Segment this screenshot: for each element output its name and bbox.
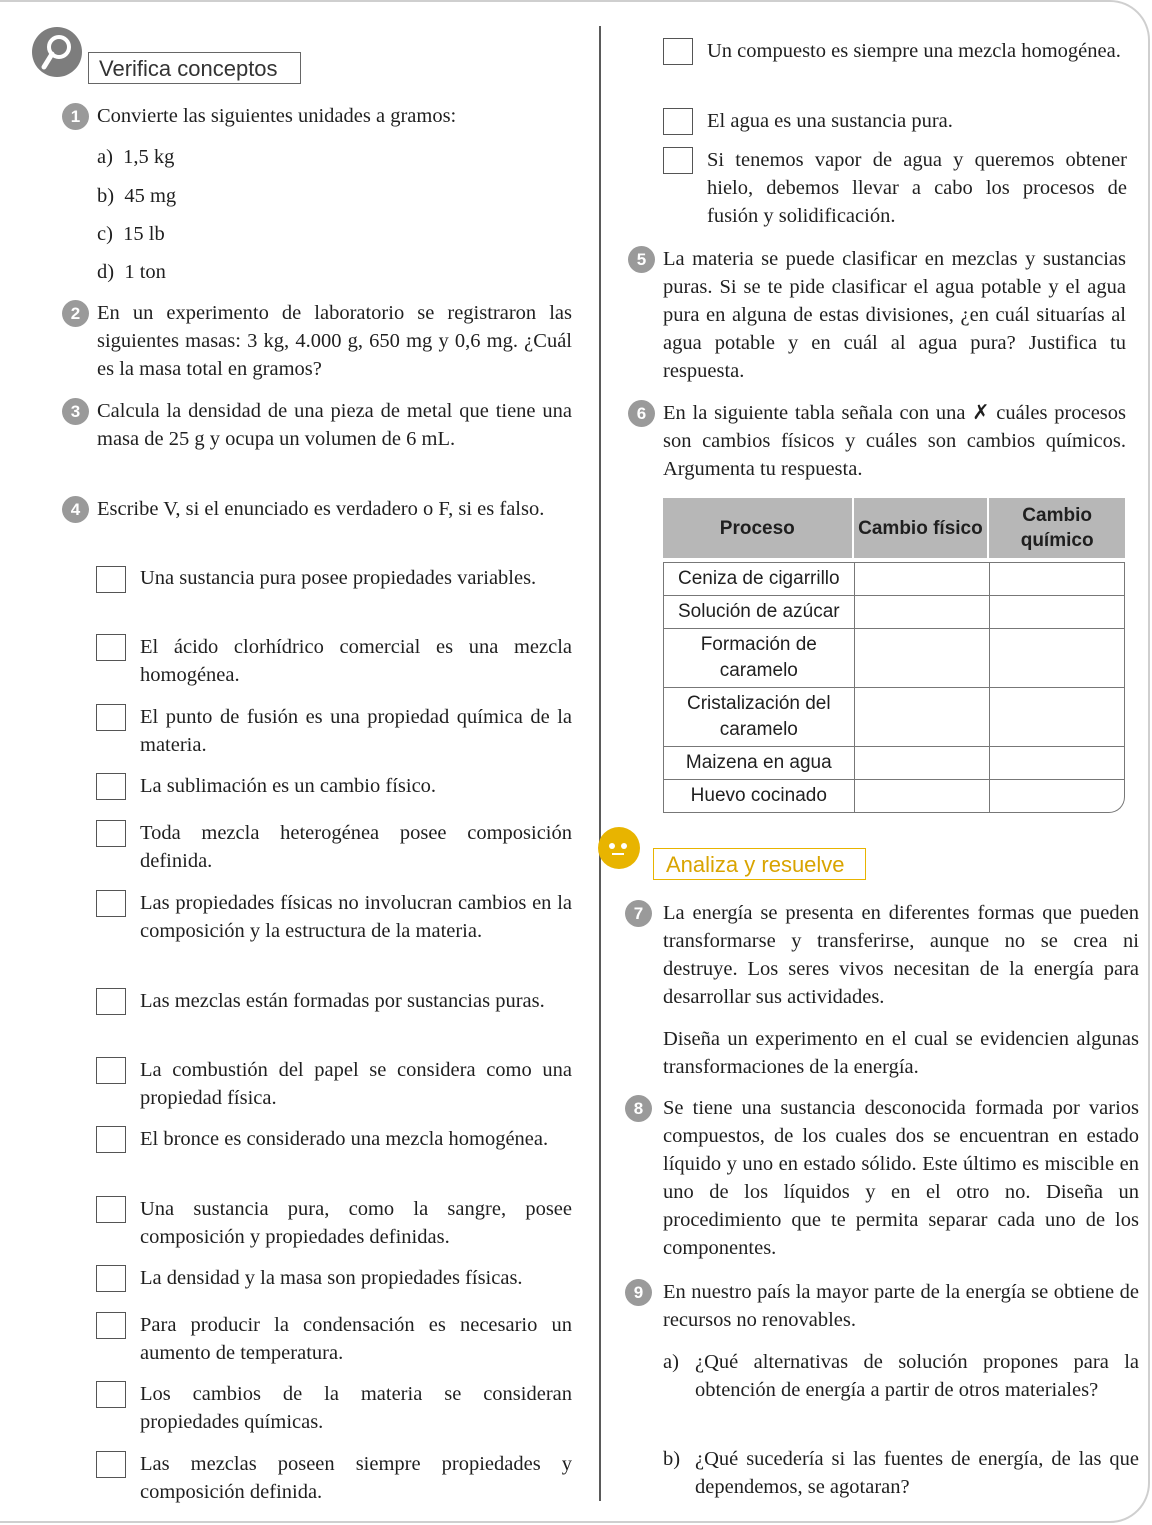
process-name: Maizena en agua	[663, 747, 854, 780]
cell-fisico[interactable]	[854, 688, 990, 747]
process-name: Solución de azúcar	[663, 596, 854, 629]
cell-quimico[interactable]	[989, 629, 1125, 688]
table-row	[663, 688, 1125, 747]
table-row	[663, 562, 1125, 596]
answer-box-11[interactable]	[96, 1265, 126, 1292]
cell-quimico[interactable]	[989, 562, 1125, 596]
answer-box-7[interactable]	[96, 988, 126, 1015]
table-header-proceso: Proceso	[663, 498, 854, 558]
table-row	[663, 747, 1125, 780]
table-row	[663, 596, 1125, 629]
q1-item-b: b) 45 mg	[97, 185, 177, 207]
statement-4: La sublimación es un cambio físico.	[140, 775, 437, 797]
answer-box-3[interactable]	[96, 704, 126, 731]
answer-box-2[interactable]	[96, 634, 126, 661]
statement-16: El agua es una sustancia pura.	[707, 110, 953, 132]
statement-10: Una sustancia pura, como la sangre, posee composición y propiedades definidas.	[140, 1198, 572, 1248]
question-number-7: 7	[625, 900, 652, 927]
question-9-b: ¿Qué sucedería si las fuentes de energía, de las que dependemos, se agotaran?	[695, 1448, 1139, 1498]
q1-item-d: d) 1 ton	[97, 261, 166, 283]
process-name: Cristalización del caramelo	[663, 688, 854, 747]
magnifier-icon	[32, 27, 82, 77]
cell-quimico[interactable]	[989, 780, 1125, 813]
question-number-1: 1	[62, 103, 89, 130]
table-header-cambio-quimico: Cambio químico	[989, 498, 1125, 558]
question-number-9: 9	[625, 1279, 652, 1306]
statement-2: El ácido clorhídrico comercial es una mezcla homogénea.	[140, 636, 572, 686]
question-2-text: En un experimento de laboratorio se registraron las siguientes masas: 3 kg, 4.000 g, 650 mg y 0,6 mg. ¿Cuál es la masa total en gramos?	[97, 302, 572, 380]
statement-14: Las mezclas poseen siempre propiedades y composición definida.	[140, 1453, 572, 1503]
q9-label-b: b)	[663, 1448, 681, 1470]
section-title-analiza: Analiza y resuelve	[653, 848, 866, 880]
answer-box-10[interactable]	[96, 1196, 126, 1223]
q1-item-a: a) 1,5 kg	[97, 146, 175, 168]
question-7-text: La energía se presenta en diferentes formas que pueden transformarse y transferirse, aunque no se crea ni destruye. Los seres vivos necesitan de la energía para desarrollar sus actividades.	[663, 902, 1139, 1008]
cell-fisico[interactable]	[854, 747, 990, 780]
statement-11: La densidad y la masa son propiedades físicas.	[140, 1267, 523, 1289]
cell-quimico[interactable]	[989, 688, 1125, 747]
cell-fisico[interactable]	[854, 629, 990, 688]
statement-6: Las propiedades físicas no involucran cambios en la composición y la estructura de la materia.	[140, 892, 572, 942]
answer-box-9[interactable]	[96, 1126, 126, 1153]
statement-3: El punto de fusión es una propiedad química de la materia.	[140, 706, 572, 756]
thinking-face-icon	[598, 827, 640, 869]
statement-12: Para producir la condensación es necesario un aumento de temperatura.	[140, 1314, 572, 1364]
answer-box-17[interactable]	[663, 147, 693, 174]
section-title-verifica: Verifica conceptos	[88, 52, 301, 84]
question-5-text: La materia se puede clasificar en mezclas y sustancias puras. Si se te pide clasificar el agua potable y el agua pura en alguna de estas divisiones, ¿en cuál situarías al agua potable y en cuál al agua pura? Justifica tu respuesta.	[663, 248, 1126, 382]
cell-fisico[interactable]	[854, 562, 990, 596]
answer-box-14[interactable]	[96, 1451, 126, 1478]
statement-5: Toda mezcla heterogénea posee composición definida.	[140, 822, 572, 872]
column-divider	[599, 26, 601, 1501]
question-3-text: Calcula la densidad de una pieza de metal que tiene una masa de 25 g y ocupa un volumen de 6 mL.	[97, 400, 572, 450]
statement-8: La combustión del papel se considera como una propiedad física.	[140, 1059, 572, 1109]
question-number-6: 6	[628, 400, 655, 427]
statement-1: Una sustancia pura posee propiedades variables.	[140, 567, 537, 589]
question-4-text: Escribe V, si el enunciado es verdadero o F, si es falso.	[97, 498, 545, 520]
cell-quimico[interactable]	[989, 596, 1125, 629]
answer-box-4[interactable]	[96, 773, 126, 800]
statement-17: Si tenemos vapor de agua y queremos obtener hielo, debemos llevar a cabo los procesos de fusión y solidificación.	[707, 149, 1127, 227]
process-name: Huevo cocinado	[663, 780, 854, 813]
answer-box-13[interactable]	[96, 1381, 126, 1408]
answer-box-1[interactable]	[96, 566, 126, 593]
question-number-8: 8	[625, 1095, 652, 1122]
q1-item-c: c) 15 lb	[97, 223, 165, 245]
process-table	[663, 498, 1125, 813]
answer-box-8[interactable]	[96, 1057, 126, 1084]
answer-box-16[interactable]	[663, 108, 693, 135]
question-number-3: 3	[62, 398, 89, 425]
question-number-4: 4	[62, 496, 89, 523]
q9-label-a: a)	[663, 1351, 679, 1373]
question-9-text: En nuestro país la mayor parte de la energía se obtiene de recursos no renovables.	[663, 1281, 1139, 1331]
answer-box-15[interactable]	[663, 38, 693, 65]
question-9-a: ¿Qué alternativas de solución propones para la obtención de energía a partir de otros materiales?	[695, 1351, 1139, 1401]
process-name: Ceniza de cigarrillo	[663, 562, 854, 596]
question-8-text: Se tiene una sustancia desconocida formada por varios compuestos, de los cuales dos se encuentran en estado líquido y uno en estado sólido. Este último es miscible en uno de los líquidos y en el otro no. Diseña un procedimiento que te permita separar cada uno de los componentes.	[663, 1097, 1139, 1259]
statement-7: Las mezclas están formadas por sustancias puras.	[140, 990, 545, 1012]
process-name: Formación de caramelo	[663, 629, 854, 688]
cell-quimico[interactable]	[989, 747, 1125, 780]
table-row	[663, 629, 1125, 688]
answer-box-5[interactable]	[96, 820, 126, 847]
answer-box-12[interactable]	[96, 1312, 126, 1339]
question-7-text2: Diseña un experimento en el cual se evidencien algunas transformaciones de la energía.	[663, 1028, 1139, 1078]
table-header-cambio-fisico: Cambio físico	[854, 498, 990, 558]
table-row	[663, 780, 1125, 813]
cell-fisico[interactable]	[854, 780, 990, 813]
question-number-5: 5	[628, 246, 655, 273]
question-number-2: 2	[62, 300, 89, 327]
question-6-text: En la siguiente tabla señala con una ✗ cuáles procesos son cambios físicos y cuáles son cambios químicos. Argumenta tu respuesta.	[663, 402, 1126, 480]
cell-fisico[interactable]	[854, 596, 990, 629]
statement-15: Un compuesto es siempre una mezcla homogénea.	[707, 40, 1121, 62]
answer-box-6[interactable]	[96, 890, 126, 917]
statement-13: Los cambios de la materia se consideran propiedades químicas.	[140, 1383, 572, 1433]
statement-9: El bronce es considerado una mezcla homogénea.	[140, 1128, 549, 1150]
question-1-text: Convierte las siguientes unidades a gramos:	[97, 105, 457, 127]
